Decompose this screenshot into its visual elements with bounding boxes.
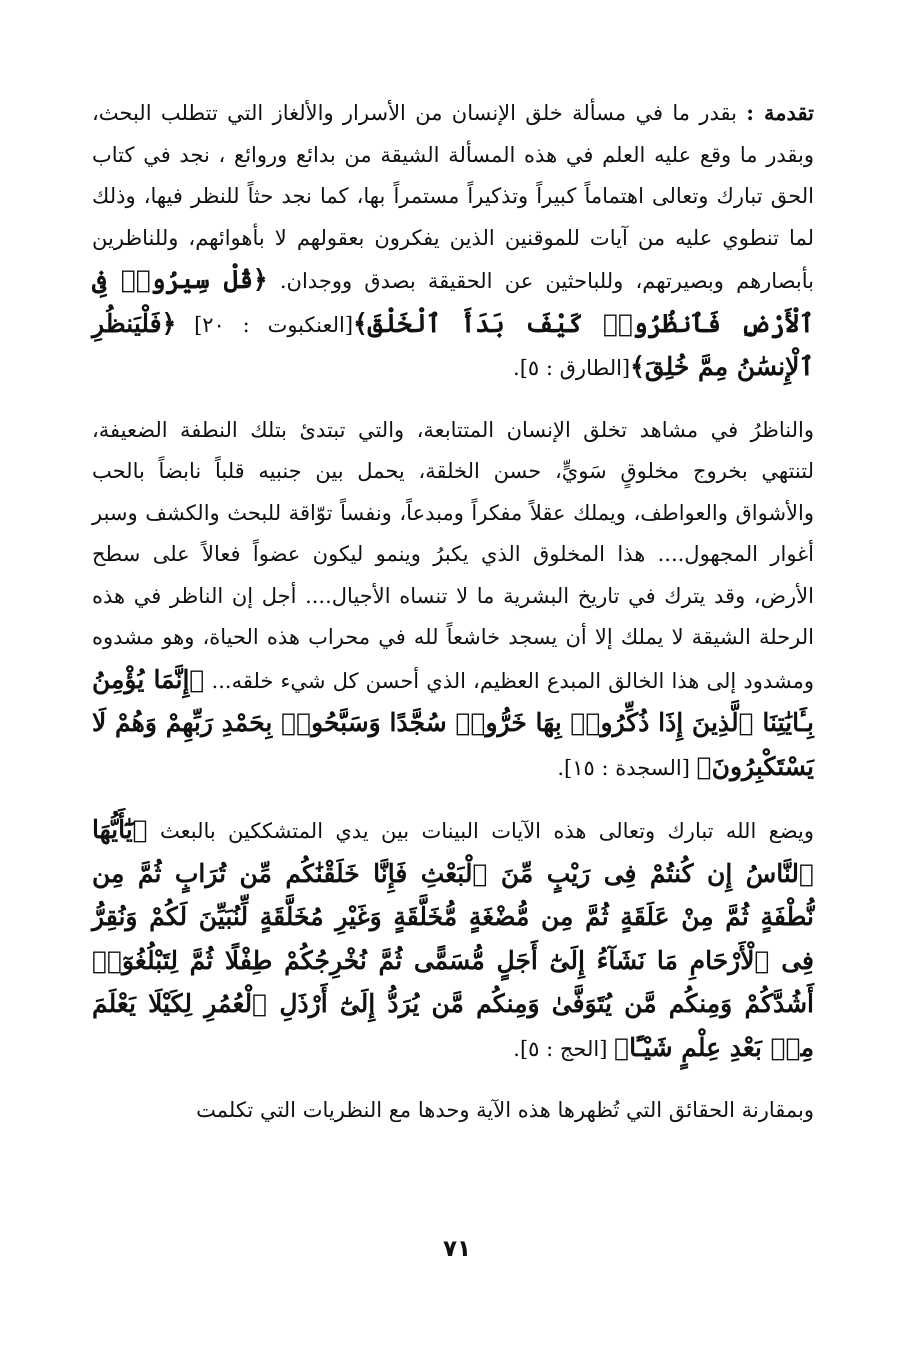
quran-verse: ﴿إِنَّمَا يُؤْمِنُ بِـَٔايَٰتِنَا ٱلَّذِينَ إِذَا ذُكِّرُوا۟ بِهَا خَرُّوا۟ سُجَّدًا وَسَبَّحُوا۟ بِحَمْدِ رَبِّهِمْ وَهُمْ لَا يَسْتَكْبِرُونَ﴾: [92, 664, 814, 781]
paragraph-resurrection: [92, 809, 814, 1070]
paragraph-text: بقدر ما في مسألة خلق الإنسان من الأسرار والألغاز التي تتطلب البحث، وبقدر ما وقع عليه العلم في هذه المسألة الشيقة من بدائع وروائع ، نجد في كتاب الحق تبارك وتعالى اهتماماً كبيراً وتذكيراً مستمراً بها، كما نجد حثاً للنظر فيها، وذلك لما تنطوي عليه من آيات للموقنين الذين يفكرون بعقولهم لا بأهوائهم، وللناظرين بأبصارهم وبصيرتهم، وللباحثين عن الحقيقة بصدق ووجدان.: [92, 101, 814, 293]
quran-verse: ﴿يَٰٓأَيُّهَا ٱلنَّاسُ إِن كُنتُمْ فِى رَيْبٍ مِّنَ ٱلْبَعْثِ فَإِنَّا خَلَقْنَٰكُم مِّن تُرَابٍ ثُمَّ مِن نُّطْفَةٍ ثُمَّ مِنْ عَلَقَةٍ ثُمَّ مِن مُّضْغَةٍ مُّخَلَّقَةٍ وَغَيْرِ مُخَلَّقَةٍ لِّنُبَيِّنَ لَكُمْ وَنُقِرُّ فِى ٱلْأَرْحَامِ مَا نَشَآءُ إِلَىٰٓ أَجَلٍ مُّسَمًّى ثُمَّ نُخْرِجُكُمْ طِفْلًا ثُمَّ لِتَبْلُغُوٓا۟ أَشُدَّكُمْ وَمِنكُم مَّن يُتَوَفَّىٰ وَمِنكُم مَّن يُرَدُّ إِلَىٰٓ أَرْذَلِ ٱلْعُمُرِ لِكَيْلَا يَعْلَمَ مِنۢ بَعْدِ عِلْمٍ شَيْـًٔا﴾: [92, 815, 814, 1062]
quran-verse: ﴿فَلْيَنظُرِ ٱلْإِنسَٰنُ مِمَّ خُلِقَ﴾: [92, 308, 814, 381]
paragraph-text: ويضع الله تبارك وتعالى هذه الآيات البينات بين يدي المتشككين بالبعث: [147, 819, 814, 843]
verse-citation: [الحج : ٥].: [513, 1036, 615, 1061]
verse-citation: [السجدة : ١٥].: [557, 755, 697, 780]
paragraph-text: والناظرُ في مشاهد تخلق الإنسان المتتابعة، والتي تبتدئ بتلك النطفة الضعيفة، لتنتهي بخروج مخلوقٍ سَويٍّ، حسن الخلقة، يحمل بين جنبيه قلباً نابضاً بالحب والأشواق والعواطف، ويملك عقلاً مفكراً ومبدعاً، ونفساً توّاقة للبحث والكشف وسبر أغوار المجهول.... هذا المخلوق الذي يكبرُ وينمو ليكون عضواً فعالاً على سطح الأرض، وقد يترك في تاريخ البشرية ما لا تنساه الأجيال.... أجل إن الناظر في هذه الرحلة الشيقة لا يملك إلا أن يسجد خاشعاً لله في محراب هذه الحياة، وهو مشدوه ومشدود إلى هذا الخالق المبدع العظيم، الذي أحسن كل شيء خلقه...: [92, 417, 814, 693]
paragraph-introduction: [92, 92, 814, 390]
paragraph-text: وبمقارنة الحقائق التي تُظهرها هذه الآية وحدها مع النظريات التي تكلمت: [196, 1098, 814, 1122]
verse-citation: [الطارق : ٥].: [513, 356, 631, 380]
page-number: ٧١: [442, 1236, 472, 1262]
quran-verse: ﴿قُلْ سِيرُوا۟ فِى ٱلْأَرْضِ فَٱنظُرُوا۟ كَيْفَ بَدَأَ ٱلْخَلْقَ﴾: [92, 265, 814, 338]
verse-citation: [العنكبوت : ٢٠]: [176, 312, 354, 337]
paragraph-comparison: [92, 1090, 814, 1132]
paragraph-lead: تقدمة :: [746, 100, 814, 125]
page-body: [92, 92, 814, 1132]
paragraph-observer: [92, 410, 814, 790]
